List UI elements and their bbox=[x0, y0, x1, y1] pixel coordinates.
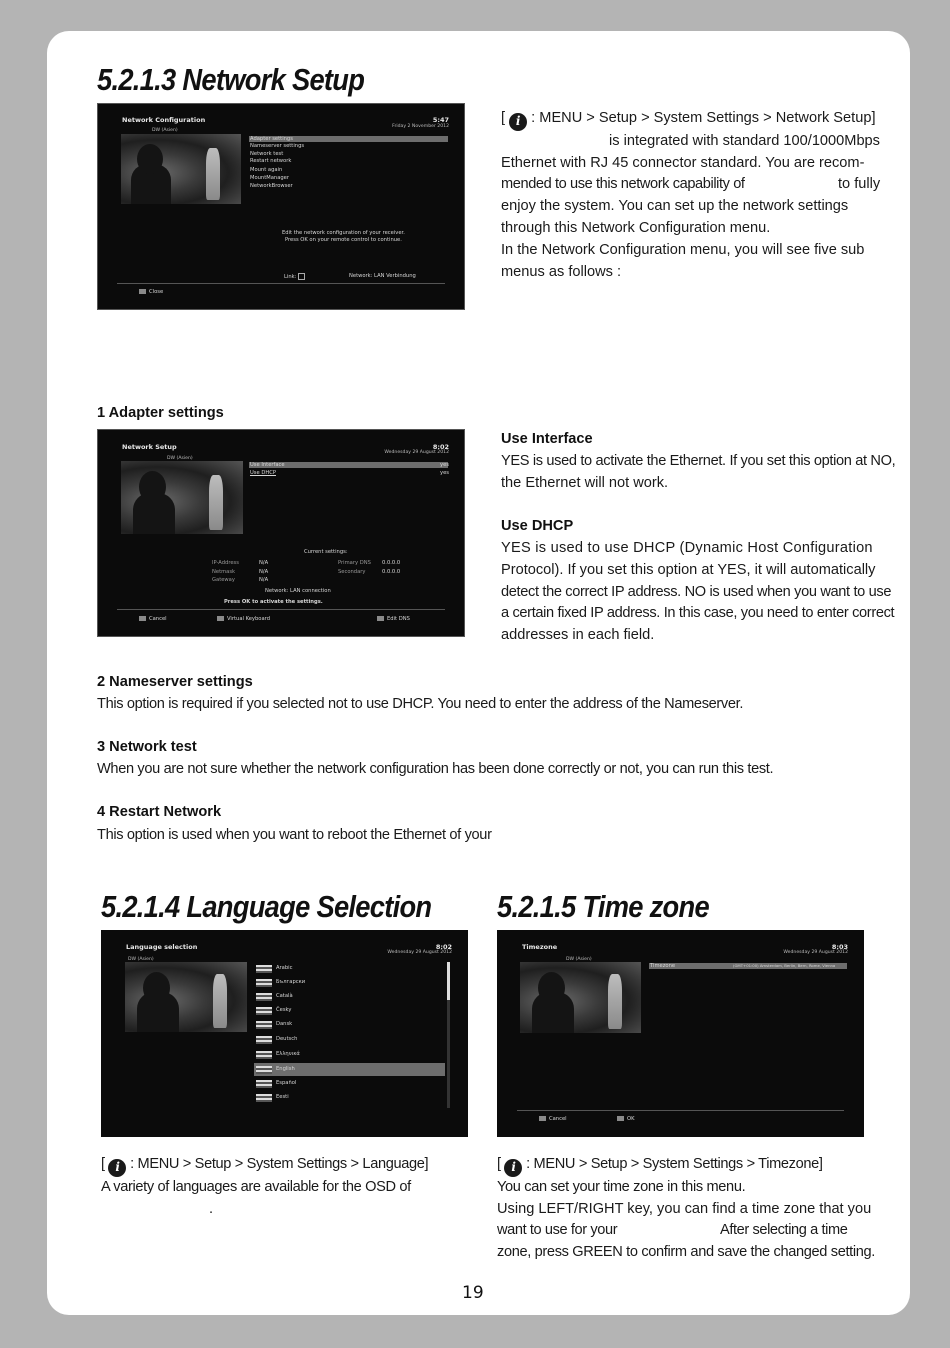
menu-item-nameserver[interactable]: Nameserver settings bbox=[250, 143, 305, 149]
screen-title: Network Configuration bbox=[122, 116, 206, 124]
secondary-dns-label: Secondary bbox=[338, 569, 366, 575]
tv-preview bbox=[121, 461, 243, 534]
timezone-line-3b: After selecting a time bbox=[720, 1222, 848, 1239]
tv-preview bbox=[520, 962, 641, 1033]
flag-icon bbox=[256, 993, 272, 1001]
press-ok-hint: Press OK to activate the settings. bbox=[224, 599, 323, 605]
screen-time: 8:03 bbox=[831, 943, 848, 951]
use-dhcp-line-2: Protocol). If you set this option at YES, it will automatically bbox=[501, 561, 876, 578]
language-line-2: . bbox=[209, 1200, 214, 1217]
screen-time: 8:02 bbox=[432, 443, 449, 451]
language-line-1: A variety of languages are available for the OSD of bbox=[101, 1178, 411, 1195]
adapter-description bbox=[501, 429, 896, 647]
hint-line-1: Edit the network configuration of your receiver. bbox=[282, 230, 405, 236]
cancel-button[interactable]: Cancel bbox=[139, 616, 167, 622]
network-test-heading: 3 Network test bbox=[97, 739, 197, 755]
red-key-icon bbox=[539, 1116, 546, 1121]
red-key-icon bbox=[139, 289, 146, 294]
green-key-icon bbox=[617, 1116, 624, 1121]
blue-key-icon bbox=[377, 616, 384, 621]
adapter-settings-screenshot bbox=[97, 429, 465, 637]
use-interface-title: Use Interface bbox=[501, 431, 593, 447]
timezone-menu-path: : MENU > Setup > System Settings > Timezone] bbox=[526, 1156, 823, 1172]
keyboard-icon bbox=[217, 616, 224, 621]
timezone-description: [ i : MENU > Setup > System Settings > Timezone] You can set your time zone in this menu. Using LEFT/RIGHT key, you can find a time zone that you want to use for your After selecting a time zone, press GREEN to confirm and save the changed setting. bbox=[497, 1154, 877, 1264]
screen-channel: DW (Asien) bbox=[128, 957, 154, 962]
scrollbar[interactable] bbox=[447, 962, 450, 1108]
ok-button[interactable]: OK bbox=[617, 1116, 635, 1122]
nameserver-heading: 2 Nameserver settings bbox=[97, 674, 253, 690]
network-menu-path: : MENU > Setup > System Settings > Network Setup] bbox=[531, 110, 876, 126]
use-dhcp-title: Use DHCP bbox=[501, 518, 574, 535]
screen-time: 8:02 bbox=[435, 943, 452, 951]
nameserver-text: This option is required if you selected not to use DHCP. You need to enter the address of the Nameserver. bbox=[97, 696, 744, 712]
network-description: [ i : MENU > Setup > System Settings > Network Setup] is integrated with standard 100/1000Mbps Ethernet with RJ 45 connector standard. You are recom- mended to use this network capability of to fully enjoy the system. You can set up the network settings through this Network Configuration menu. In the Network Configuration menu, you will see five sub menus as follows : bbox=[501, 108, 891, 283]
close-button[interactable]: Close bbox=[139, 289, 163, 295]
timezone-line-2: Using LEFT/RIGHT key, you can find a time zone that you bbox=[497, 1200, 872, 1217]
restart-network-text: This option is used when you want to reboot the Ethernet of your bbox=[97, 827, 492, 843]
primary-dns-value: 0.0.0.0 bbox=[382, 560, 401, 566]
network-line-3: mended to use this network capability of bbox=[501, 176, 745, 193]
virtual-keyboard-button[interactable]: Virtual Keyboard bbox=[217, 616, 270, 622]
menu-item-restart[interactable]: Restart network bbox=[250, 158, 292, 164]
screen-channel: DW (Asien) bbox=[152, 128, 178, 133]
flag-icon bbox=[256, 1066, 272, 1074]
screen-channel: DW (Asien) bbox=[566, 957, 592, 962]
screen-channel: DW (Asien) bbox=[167, 456, 193, 461]
menu-item-network-test[interactable]: Network test bbox=[250, 151, 284, 157]
flag-icon bbox=[256, 1080, 272, 1088]
secondary-dns-value: 0.0.0.0 bbox=[382, 569, 401, 575]
flag-icon bbox=[256, 965, 272, 973]
flag-icon bbox=[256, 1051, 272, 1059]
tv-preview bbox=[125, 962, 247, 1032]
use-dhcp-line-4: a certain fixed IP address. In this case, you need to enter correct bbox=[501, 605, 895, 622]
network-status: Network: LAN Verbindung bbox=[349, 273, 416, 279]
use-interface-line-2: the Ethernet will not work. bbox=[501, 474, 669, 491]
page-number: 19 bbox=[462, 1283, 484, 1303]
current-settings-label: Current settings: bbox=[304, 549, 348, 555]
time-zone-heading: 5.2.1.5 Time zone bbox=[497, 889, 709, 924]
menu-item-networkbrowser[interactable]: NetworkBrowser bbox=[250, 183, 293, 189]
screen-date: Wednesday 29 August 2012 bbox=[387, 950, 452, 955]
info-icon: i bbox=[504, 1159, 522, 1177]
network-line-2: Ethernet with RJ 45 connector standard. You are recom- bbox=[501, 154, 865, 171]
menu-item-adapter[interactable]: Adapter settings bbox=[250, 136, 293, 142]
timezone-value[interactable]: (GMT+01:00) Amsterdam, Berlin, Bern, Rome, Vienna bbox=[733, 963, 836, 968]
screen-title: Network Setup bbox=[122, 443, 177, 451]
flag-icon bbox=[256, 1007, 272, 1015]
screen-date: Friday 2 November 2012 bbox=[392, 124, 449, 129]
network-configuration-screenshot bbox=[97, 103, 465, 310]
network-status: Network: LAN connection bbox=[265, 588, 331, 594]
timezone-screenshot bbox=[497, 930, 864, 1137]
timezone-line-3a: want to use for your bbox=[497, 1222, 618, 1239]
gateway-label: Gateway bbox=[212, 577, 235, 583]
network-line-4: enjoy the system. You can set up the network settings bbox=[501, 198, 849, 215]
language-selection-heading: 5.2.1.4 Language Selection bbox=[101, 889, 432, 924]
language-list: Arabic Български Català Česky Dansk Deutsch Ελληνικά English Español Eesti bbox=[256, 962, 446, 1112]
info-icon: i bbox=[108, 1159, 126, 1177]
flag-icon bbox=[256, 1094, 272, 1102]
flag-icon bbox=[256, 1036, 272, 1044]
use-dhcp-line-1: YES is used to use DHCP (Dynamic Host Configuration bbox=[501, 539, 873, 556]
network-line-3b: to fully bbox=[838, 176, 881, 193]
netmask-label: Netmask bbox=[212, 569, 236, 575]
use-dhcp-value[interactable]: yes bbox=[440, 470, 449, 476]
screen-date: Wednesday 29 August 2012 bbox=[783, 950, 848, 955]
network-line-1: is integrated with standard 100/1000Mbps bbox=[609, 132, 880, 149]
language-selection-screenshot bbox=[101, 930, 468, 1137]
timezone-line-1: You can set your time zone in this menu. bbox=[497, 1178, 746, 1195]
restart-network-heading: 4 Restart Network bbox=[97, 804, 222, 820]
network-test-text: When you are not sure whether the network configuration has been done correctly or not, you can run this test. bbox=[97, 761, 774, 777]
screen-title: Language selection bbox=[126, 943, 198, 951]
ip-label: IP-Address bbox=[212, 560, 239, 566]
screen-title: Timezone bbox=[522, 943, 558, 951]
use-interface-line-1: YES is used to activate the Ethernet. If you set this option at NO, bbox=[501, 452, 896, 469]
language-menu-path: : MENU > Setup > System Settings > Language] bbox=[126, 1156, 429, 1172]
network-line-6: In the Network Configuration menu, you will see five sub bbox=[501, 241, 865, 258]
network-line-7: menus as follows : bbox=[501, 263, 622, 280]
cancel-button[interactable]: Cancel bbox=[539, 1116, 567, 1122]
tv-preview bbox=[121, 134, 241, 204]
hint-line-2: Press OK on your remote control to continue. bbox=[285, 237, 402, 243]
menu-item-mountmanager[interactable]: MountManager bbox=[250, 175, 289, 181]
netmask-value: N/A bbox=[259, 569, 269, 575]
flag-icon bbox=[256, 1021, 272, 1029]
language-description: [ i : MENU > Setup > System Settings > Language] A variety of languages are available for the OSD of . bbox=[101, 1154, 481, 1220]
flag-icon bbox=[256, 979, 272, 987]
gateway-value: N/A bbox=[259, 577, 269, 583]
network-setup-heading: 5.2.1.3 Network Setup bbox=[97, 62, 365, 97]
info-icon: i bbox=[509, 113, 527, 131]
timezone-line-4: zone, press GREEN to confirm and save the changed setting. bbox=[497, 1244, 876, 1261]
primary-dns-label: Primary DNS bbox=[338, 560, 371, 566]
use-dhcp-line-3: detect the correct IP address. NO is used when you want to use bbox=[501, 583, 892, 600]
use-dhcp-row[interactable]: Use DHCP bbox=[250, 470, 276, 476]
timezone-row[interactable]: Timezone bbox=[650, 963, 676, 969]
use-interface-row[interactable]: Use Interface bbox=[250, 462, 285, 468]
use-interface-value[interactable]: yes bbox=[440, 462, 449, 468]
edit-dns-button[interactable]: Edit DNS bbox=[377, 616, 410, 622]
menu-item-mount-again[interactable]: Mount again bbox=[250, 167, 283, 173]
ip-value: N/A bbox=[259, 560, 269, 566]
use-dhcp-line-5: addresses in each field. bbox=[501, 627, 655, 644]
screen-time: 5:47 bbox=[432, 116, 449, 124]
link-label: Link: bbox=[284, 273, 305, 280]
adapter-settings-heading: 1 Adapter settings bbox=[97, 405, 224, 421]
screen-date: Wednesday 29 August 2012 bbox=[384, 450, 449, 455]
scrollbar-thumb[interactable] bbox=[447, 962, 450, 1000]
red-key-icon bbox=[139, 616, 146, 621]
network-line-5: through this Network Configuration menu. bbox=[501, 220, 771, 237]
